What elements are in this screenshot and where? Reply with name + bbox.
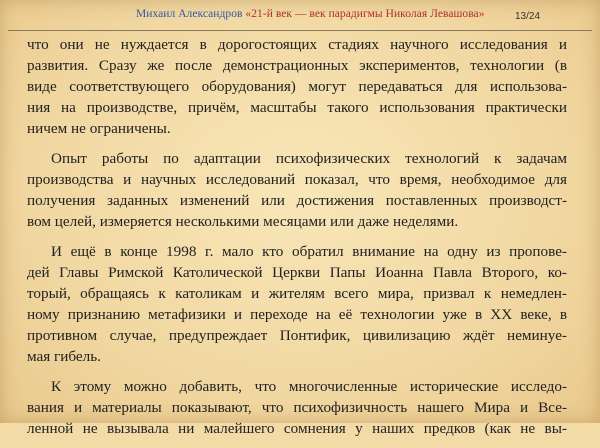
page-number: 13/24 bbox=[515, 11, 541, 22]
body-text bbox=[27, 34, 567, 448]
paragraph-1 bbox=[27, 34, 567, 139]
text-line: мая гибель. bbox=[27, 348, 101, 365]
text-line: вом целей, измеряется несколькими месяцами или даже неделями. bbox=[27, 213, 459, 230]
text-line: что они не нуждается в дорогостоящих стадиях научного исследования и bbox=[27, 36, 567, 53]
running-header bbox=[0, 6, 600, 26]
text-line: виде соответствующего оборудования) могут передаваться для использова- bbox=[27, 78, 567, 95]
text-line: получения заданных изменений или достижения поставленных производст- bbox=[27, 192, 567, 209]
header-divider bbox=[8, 30, 592, 31]
paragraph-4 bbox=[27, 376, 567, 439]
text-line: К этому можно добавить, что многочисленные исторические исследо- bbox=[51, 378, 567, 395]
text-line: торый, обращаясь к католикам и жителям всего мира, призвал к немедлен- bbox=[27, 285, 567, 302]
header-author: Михаил Александров bbox=[136, 8, 243, 20]
paragraph-3 bbox=[27, 241, 567, 367]
text-line: ному признанию метафизики и переходе на её технологии уже в XX веке, в bbox=[27, 306, 567, 323]
text-line: Опыт работы по адаптации психофизических технологий к задачам bbox=[51, 150, 567, 167]
text-line: развития. Сразу же после демонстрационных экспериментов, технологии (в bbox=[27, 57, 567, 74]
text-line: ния на производстве, причём, масштабы такого использования практически bbox=[27, 99, 567, 116]
text-line: противном случае, предупреждает Понтифик, цивилизацию ждёт неминуе- bbox=[27, 327, 567, 344]
text-line: производства и научных исследований показал, что время, необходимое для bbox=[27, 171, 567, 188]
text-line: вания и материалы показывают, что психофизичность нашего Мира и Все- bbox=[27, 399, 567, 416]
header-title bbox=[136, 8, 485, 20]
text-line: ничем не ограничены. bbox=[27, 120, 171, 137]
text-line: ленной не вызывала ни малейшего сомнения у наших предков (как не вы- bbox=[27, 420, 567, 437]
text-line: И ещё в конце 1998 г. мало кто обратил внимание на одну из пропове- bbox=[51, 243, 567, 260]
paragraph-2 bbox=[27, 148, 567, 232]
text-line: дей Главы Римской Католической Церкви Папы Иоанна Павла Второго, ко- bbox=[27, 264, 567, 281]
header-book-title: «21-й век — век парадигмы Николая Левашова» bbox=[245, 8, 485, 20]
